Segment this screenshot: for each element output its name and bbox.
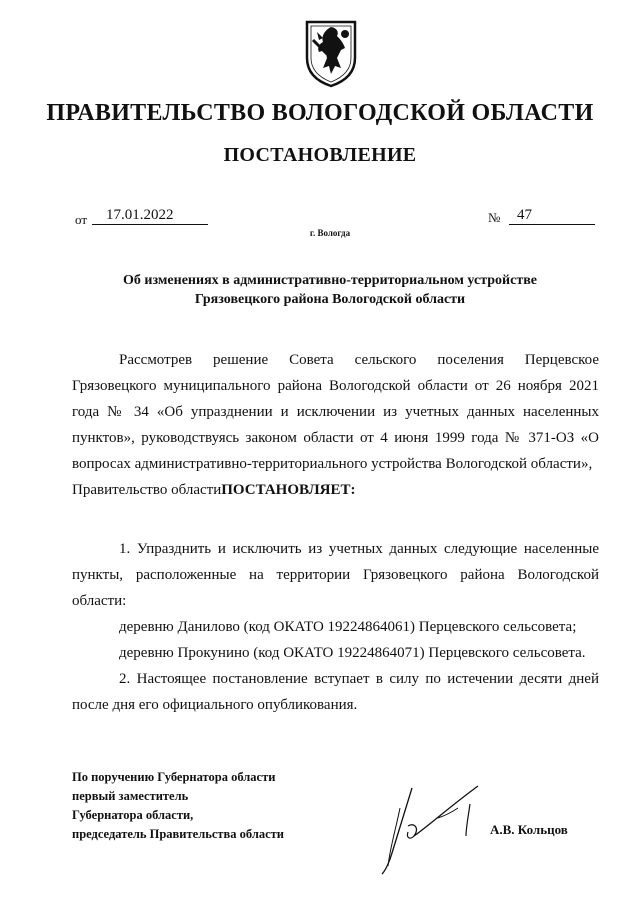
signatory-title (72, 768, 284, 844)
item-1-paragraph: 1. Упразднить и исключить из учетных данных следующие населенные пункты, расположенные на территории Грязовецкого района Вологодской области: (72, 541, 599, 609)
item-2-paragraph: 2. Настоящее постановление вступает в силу по истечении десяти дней после дня его официального опубликования. (72, 671, 599, 713)
handwritten-signature (378, 778, 498, 878)
date-prefix: от (75, 212, 88, 227)
signatory-line-1: По поручению Губернатора области (72, 770, 276, 784)
document-number: 47 (509, 206, 595, 225)
signer-name: А.В. Кольцов (490, 822, 568, 837)
subject-line-1: Об изменениях в административно-территориальном устройстве (123, 273, 537, 288)
village-1: деревню Данилово (код ОКАТО 19224864061) Перцевского сельсовета; (119, 619, 577, 635)
number-prefix: № (488, 210, 501, 225)
resolve-word: ПОСТАНОВЛЯЕТ: (221, 482, 356, 498)
village-2: деревню Прокунино (код ОКАТО 19224864071) Перцевского сельсовета. (119, 645, 586, 661)
document-subject (80, 271, 580, 309)
document-date: 17.01.2022 (92, 206, 208, 225)
signatory-line-2: первый заместитель (72, 789, 189, 803)
signatory-line-4: председатель Правительства области (72, 827, 284, 841)
government-title: ПРАВИТЕЛЬСТВО ВОЛОГОДСКОЙ ОБЛАСТИ (46, 100, 594, 126)
preamble-paragraph (72, 347, 599, 503)
signatory-line-3: Губернатора области, (72, 808, 194, 822)
resolve-prefix: Правительство области (72, 482, 222, 498)
city-label: г. Вологда (309, 228, 351, 238)
coat-of-arms-icon (303, 18, 359, 88)
document-type: ПОСТАНОВЛЕНИЕ (223, 144, 417, 166)
preamble-text: Рассмотрев решение Совета сельского поселения Перцевское Грязовецкого муниципального района Вологодской области от 26 ноября 2021 года № 34 «Об упразднении и исключении из учетных данных населенных пунктов», руководствуясь законом области от 4 июня 1999 года № 371-ОЗ «О вопросах административно-территориального устройства Вологодской области», (72, 352, 599, 472)
subject-line-2: Грязовецкого района Вологодской области (194, 292, 466, 307)
